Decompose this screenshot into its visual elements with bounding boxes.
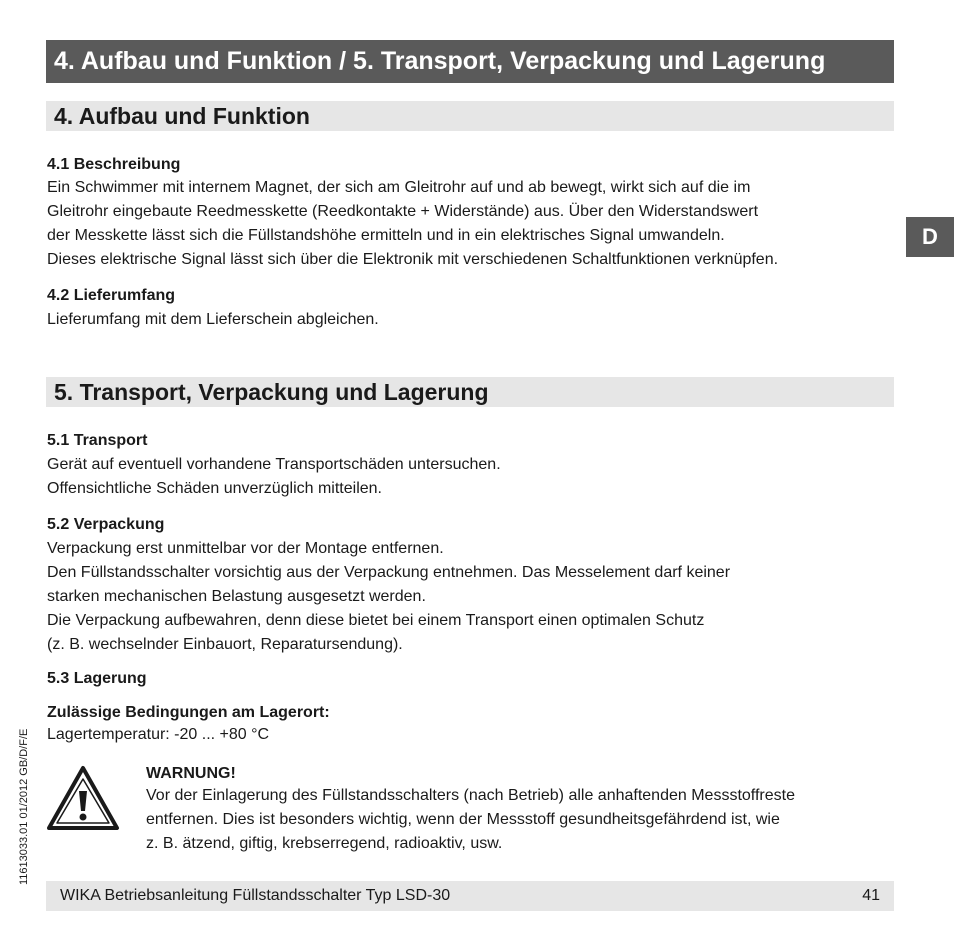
text-line: starken mechanischen Belastung ausgesetzt werden. [47, 588, 426, 605]
text-line: Ein Schwimmer mit internem Magnet, der sich am Gleitrohr auf und ab bewegt, wirkt sich auf die im [47, 179, 751, 196]
storage-conditions-heading: Zulässige Bedingungen am Lagerort: [47, 704, 330, 721]
subsection-4-1-text [47, 176, 778, 272]
warning-title: WARNUNG! [146, 765, 236, 782]
text-line: Den Füllstandsschalter vorsichtig aus der Verpackung entnehmen. Das Messelement darf keiner [47, 564, 731, 581]
subsection-5-2-heading: 5.2 Verpackung [47, 516, 165, 533]
language-tab: D [906, 217, 954, 257]
subsection-5-1-text [47, 453, 501, 501]
subsection-5-3-heading: 5.3 Lagerung [47, 670, 147, 687]
text-line: Die Verpackung aufbewahren, denn diese bietet bei einem Transport einen optimalen Schutz [47, 612, 705, 629]
subsection-4-2-text [47, 308, 379, 332]
warning-triangle-icon [46, 765, 120, 831]
section-5-title: 5. Transport, Verpackung und Lagerung [46, 377, 894, 407]
text-line: (z. B. wechselnder Einbauort, Reparatursendung). [47, 636, 403, 653]
page-number: 41 [862, 887, 880, 904]
section-4-title: 4. Aufbau und Funktion [46, 101, 894, 131]
text-line: Verpackung erst unmittelbar vor der Montage entfernen. [47, 540, 444, 557]
text-line: Lagertemperatur: -20 ... +80 °C [47, 726, 270, 743]
page-header-title: 4. Aufbau und Funktion / 5. Transport, Verpackung und Lagerung [46, 40, 894, 83]
subsection-5-2-text [47, 537, 730, 657]
subsection-4-1-heading: 4.1 Beschreibung [47, 156, 181, 173]
text-line: Lieferumfang mit dem Lieferschein abgleichen. [47, 311, 379, 328]
text-line: Gerät auf eventuell vorhandene Transportschäden untersuchen. [47, 456, 501, 473]
text-line: Dieses elektrische Signal lässt sich über die Elektronik mit verschiedenen Schaltfunktionen verknüpfen. [47, 251, 779, 268]
subsection-4-2-heading: 4.2 Lieferumfang [47, 287, 176, 304]
storage-temperature-text [47, 723, 269, 747]
text-line: der Messkette lässt sich die Füllstandshöhe ermitteln und in ein elektrisches Signal umwandeln. [47, 227, 725, 244]
text-line: Gleitrohr eingebaute Reedmesskette (Reedkontakte + Widerstände) aus. Über den Widerstandswert [47, 203, 759, 220]
text-line: entfernen. Dies ist besonders wichtig, wenn der Messstoff gesundheitsgefährdend ist, wie [146, 811, 780, 828]
text-line: Offensichtliche Schäden unverzüglich mitteilen. [47, 480, 382, 497]
page-footer [46, 881, 894, 911]
text-line: Vor der Einlagerung des Füllstandsschalters (nach Betrieb) alle anhaftenden Messstoffreste [146, 787, 795, 804]
document-code: 11613033.01 01/2012 GB/D/F/E [18, 728, 30, 885]
warning-text [146, 784, 795, 856]
text-line: z. B. ätzend, giftig, krebserregend, radioaktiv, usw. [146, 835, 503, 852]
footer-text: WIKA Betriebsanleitung Füllstandsschalter Typ LSD-30 [60, 887, 451, 904]
subsection-5-1-heading: 5.1 Transport [47, 432, 148, 449]
